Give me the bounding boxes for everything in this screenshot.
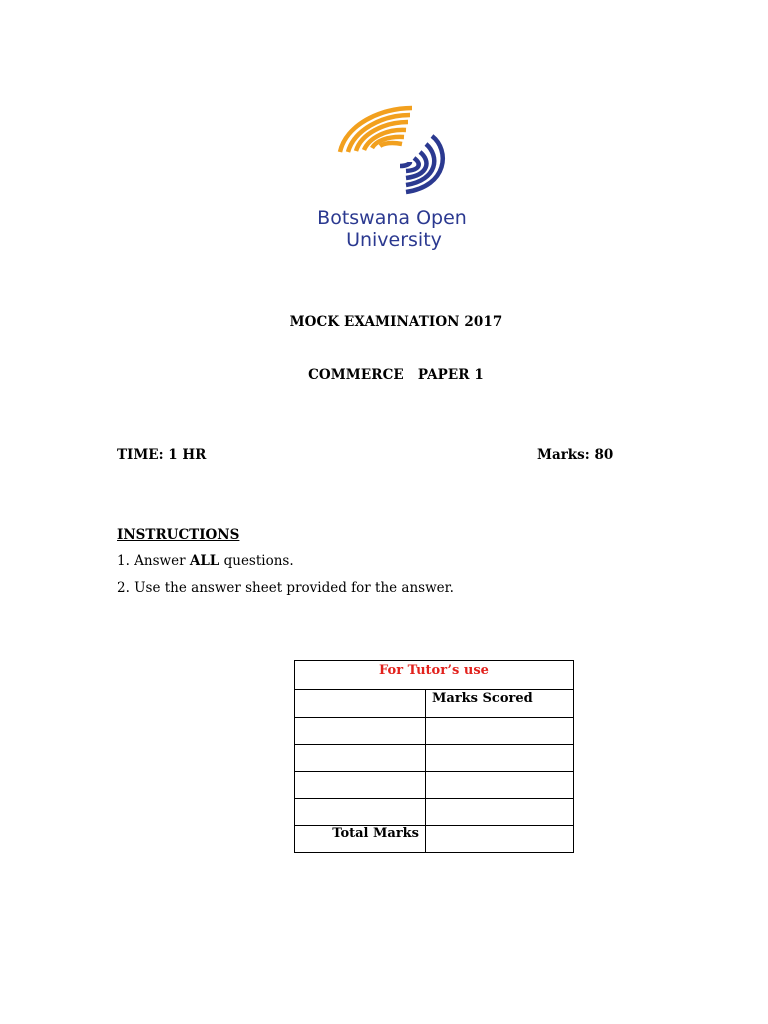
logo-text-line2: University bbox=[346, 229, 442, 251]
exam-title: MOCK EXAMINATION 2017 bbox=[289, 314, 503, 330]
total-row bbox=[295, 826, 574, 853]
table-row bbox=[295, 690, 574, 718]
table-header-row bbox=[295, 661, 574, 690]
table-row bbox=[295, 772, 574, 799]
table-cell[interactable] bbox=[426, 799, 574, 826]
logo-text-line1: Botswana Open bbox=[317, 207, 467, 229]
table-row bbox=[295, 745, 574, 772]
table-cell[interactable] bbox=[295, 718, 426, 745]
instruction-item-1 bbox=[117, 553, 294, 569]
exam-subject-line bbox=[0, 367, 768, 383]
exam-subject: COMMERCE bbox=[308, 367, 404, 383]
instruction-1-prefix: 1. Answer bbox=[117, 553, 190, 569]
tutor-marks-table bbox=[294, 660, 574, 853]
table-cell[interactable] bbox=[295, 772, 426, 799]
total-marks-label: Total Marks bbox=[295, 826, 426, 853]
university-logo bbox=[310, 100, 480, 252]
tutor-use-header: For Tutor’s use bbox=[295, 661, 574, 690]
exam-marks: Marks: 80 bbox=[537, 447, 614, 463]
exam-time: TIME: 1 HR bbox=[117, 447, 207, 463]
logo-emblem bbox=[310, 100, 480, 252]
instruction-item-2: 2. Use the answer sheet provided for the answer. bbox=[117, 580, 454, 596]
exam-paper: PAPER 1 bbox=[417, 367, 484, 383]
table-row bbox=[295, 718, 574, 745]
table-cell[interactable] bbox=[295, 745, 426, 772]
instruction-1-suffix: questions. bbox=[219, 553, 294, 569]
instruction-1-emphasis: ALL bbox=[189, 553, 220, 569]
table-cell[interactable] bbox=[426, 745, 574, 772]
total-marks-cell[interactable] bbox=[426, 826, 574, 853]
marks-scored-header: Marks Scored bbox=[426, 690, 574, 718]
table-cell[interactable] bbox=[426, 772, 574, 799]
table-row bbox=[295, 799, 574, 826]
table-cell[interactable] bbox=[295, 799, 426, 826]
table-cell bbox=[295, 690, 426, 718]
instructions-title: INSTRUCTIONS bbox=[117, 527, 240, 543]
table-cell[interactable] bbox=[426, 718, 574, 745]
